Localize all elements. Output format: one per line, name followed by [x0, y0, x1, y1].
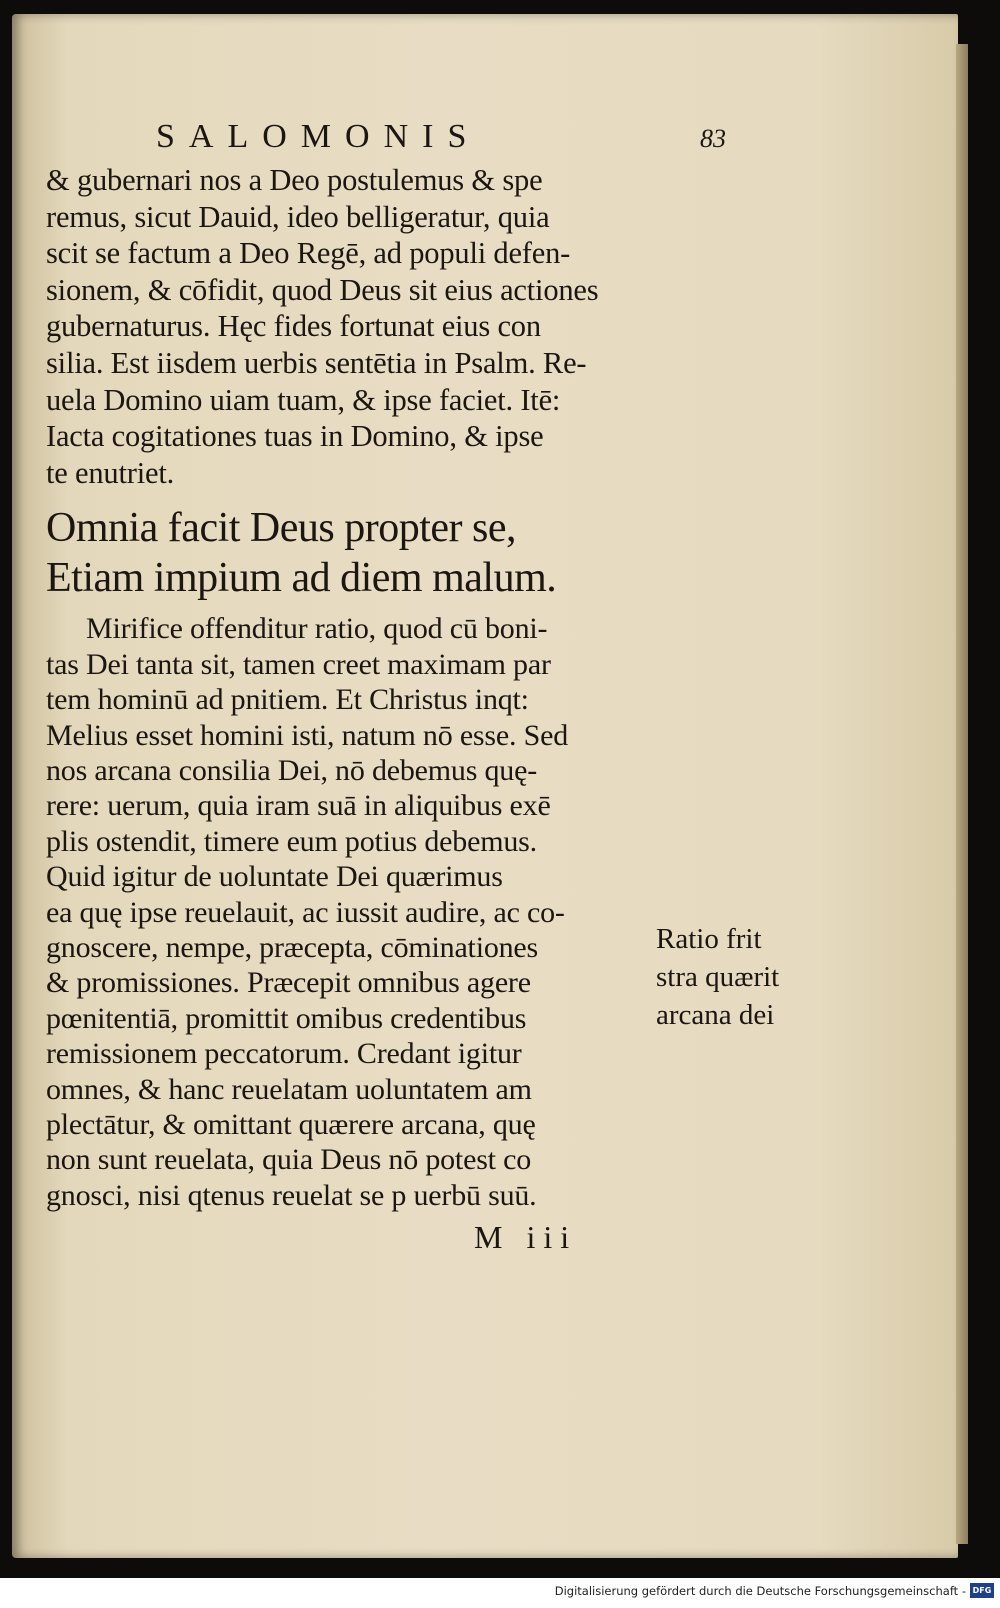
marginal-note	[656, 920, 846, 1034]
running-head	[156, 118, 726, 156]
folio-number: 83	[700, 124, 726, 153]
text-line: gnoscere, nempe, præcepta, cōminationes	[46, 931, 539, 964]
text-line: & promissiones. Præcepit omnibus agere	[46, 966, 531, 1000]
text-line: Mirifice offenditur ratio, quod cū boni-	[86, 612, 548, 646]
text-line: plectātur, & omittant quærere arcana, quę	[46, 1108, 536, 1142]
footer-bar	[0, 1578, 1000, 1608]
text-line: remus, sicut Dauid, ideo belligeratur, quia	[46, 199, 550, 234]
marginal-note-line: arcana dei	[656, 999, 775, 1031]
section-heading	[46, 503, 686, 603]
dfg-logo-icon: DFG	[970, 1583, 994, 1598]
funding-credit: Digitalisierung gefördert durch die Deutsche Forschungsgemeinschaft -	[554, 1584, 966, 1598]
text-line: Quid igitur de uoluntate Dei quærimus	[46, 860, 503, 894]
signature-mark: M iii	[474, 1219, 578, 1256]
text-line: uela Domino uiam tuam, & ipse faciet. Itē:	[46, 382, 561, 417]
text-line: nos arcana consilia Dei, nō debemus quę-	[46, 753, 537, 787]
text-line: non sunt reuelata, quia Deus nō potest co	[46, 1143, 532, 1177]
text-line: Iacta cogitationes tuas in Domino, & ipse	[46, 419, 544, 454]
text-line: scit se factum a Deo Regē, ad populi defen-	[46, 236, 571, 271]
marginal-note-line: stra quærit	[656, 961, 780, 993]
running-head-title: SALOMONIS	[156, 118, 481, 155]
text-line: ea quę ipse reuelauit, ac iussit audire, ac co-	[46, 895, 565, 929]
text-line: sionem, & cōfidit, quod Deus sit eius actiones	[46, 272, 599, 307]
text-line: te enutriet.	[46, 455, 175, 490]
text-line: & gubernari nos a Deo postulemus & spe	[46, 163, 543, 197]
paragraph-1	[46, 162, 686, 491]
text-line: gubernaturus. Hęc fides fortunat eius con	[46, 309, 541, 344]
text-line: rere: uerum, quia iram suā in aliquibus exē	[46, 789, 551, 823]
text-line: omnes, & hanc reuelatam uoluntatem am	[46, 1072, 532, 1106]
page-edge	[956, 44, 968, 1544]
text-line: plis ostendit, timere eum potius debemus.	[46, 824, 537, 858]
heading-line: Omnia facit Deus propter se,	[46, 505, 517, 552]
text-line: pœnitentiā, promittit omibus credentibus	[46, 1001, 527, 1035]
text-line: silia. Est iisdem uerbis sentētia in Psalm. Re-	[46, 345, 587, 380]
paragraph-2	[46, 611, 686, 1213]
text-line: gnosci, nisi qtenus reuelat se p uerbū suū.	[46, 1178, 537, 1212]
text-line: tas Dei tanta sit, tamen creet maximam par	[46, 647, 551, 681]
heading-line: Etiam impium ad diem malum.	[46, 555, 557, 602]
text-line: remissionem peccatorum. Credant igitur	[46, 1037, 522, 1071]
marginal-note-line: Ratio frit	[656, 923, 762, 955]
text-line: Melius esset homini isti, natum nō esse. Sed	[46, 718, 569, 752]
text-line: tem hominū ad pnitiem. Et Christus inqt:	[46, 683, 529, 717]
